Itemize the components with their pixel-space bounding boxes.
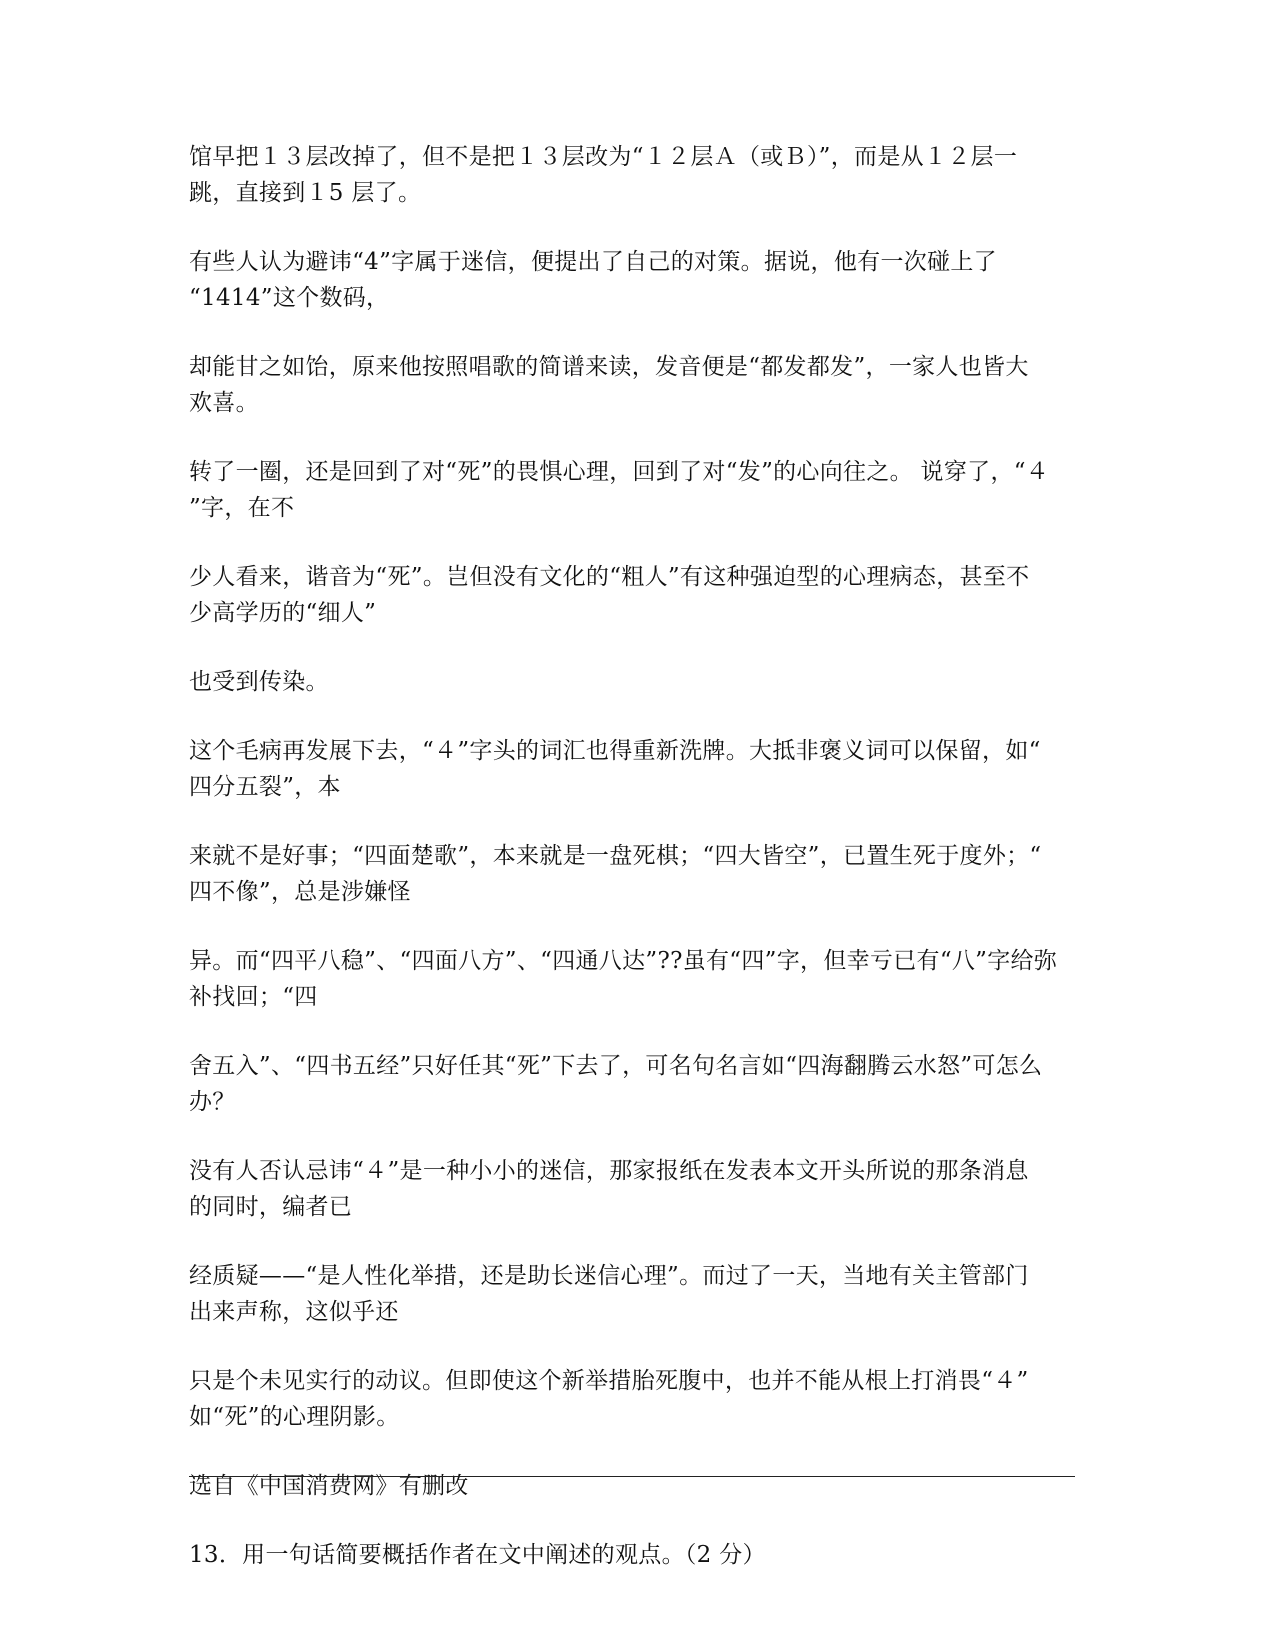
paragraph	[189, 943, 1089, 1015]
paragraph	[189, 1258, 1089, 1330]
paragraph	[189, 559, 1089, 631]
paragraph	[189, 1468, 1089, 1504]
paragraph-line: 办？	[189, 1089, 236, 1115]
paragraph-line: 异。而“四平八稳”、“四面八方”、“四通八达”??虽有“四”字，但幸亏已有“八”字给弥	[189, 948, 1058, 974]
paragraph	[189, 1537, 1089, 1573]
paragraph	[189, 139, 1089, 211]
paragraph	[189, 454, 1089, 526]
paragraph-line: 有些人认为避讳“4”字属于迷信，便提出了自己的对策。据说，他有一次碰上了	[189, 249, 997, 275]
paragraph-line: 却能甘之如饴，原来他按照唱歌的简谱来读，发音便是“都发都发”，一家人也皆大	[189, 354, 1029, 380]
paragraph-line: 少高学历的“细人”	[189, 600, 377, 626]
paragraph-line: 四不像”，总是涉嫌怪	[189, 879, 411, 905]
paragraph-line: 没有人否认忌讳“４”是一种小小的迷信，那家报纸在发表本文开头所说的那条消息	[189, 1158, 1029, 1184]
paragraph-line: 这个毛病再发展下去，“４”字头的词汇也得重新洗牌。大抵非褒义词可以保留，如“	[189, 738, 1041, 764]
paragraph	[189, 1363, 1089, 1435]
answer-blank-line	[189, 1476, 1075, 1477]
paragraph-line: 出来声称，这似乎还	[189, 1299, 399, 1325]
paragraph	[189, 664, 1089, 700]
paragraph-line: 补找回；“四	[189, 984, 318, 1010]
paragraph	[189, 1048, 1089, 1120]
paragraph-line: 也受到传染。	[189, 669, 329, 695]
paragraph-line: 馆早把１３层改掉了，但不是把１３层改为“１２层Ａ（或Ｂ）”，而是从１２层一	[189, 144, 1018, 170]
paragraph-line: 只是个未见实行的动议。但即使这个新举措胎死腹中，也并不能从根上打消畏“４”	[189, 1368, 1029, 1394]
paragraph-line: “1414”这个数码，	[189, 285, 390, 311]
paragraph-line: 少人看来，谐音为“死”。岂但没有文化的“粗人”有这种强迫型的心理病态，甚至不	[189, 564, 1030, 590]
paragraph-line: 如“死”的心理阴影。	[189, 1404, 400, 1430]
paragraph-line: 四分五裂”，本	[189, 774, 341, 800]
paragraph-line: 13．用一句话简要概括作者在文中阐述的观点。（2 分）	[189, 1542, 766, 1568]
paragraph-line: 选自《中国消费网》有删改	[189, 1473, 469, 1499]
paragraph-line: 来就不是好事；“四面楚歌”，本来就是一盘死棋；“四大皆空”，已置生死于度外；“	[189, 843, 1042, 869]
paragraph-line: 跳，直接到１5 层了。	[189, 180, 422, 206]
paragraph	[189, 244, 1089, 316]
paragraph	[189, 733, 1089, 805]
paragraph	[189, 838, 1089, 910]
paragraph	[189, 349, 1089, 421]
paragraph-line: 经质疑——“是人性化举措，还是助长迷信心理”。而过了一天，当地有关主管部门	[189, 1263, 1029, 1289]
paragraph	[189, 1153, 1089, 1225]
paragraph-line: 舍五入”、“四书五经”只好任其“死”下去了，可名句名言如“四海翻腾云水怒”可怎么	[189, 1053, 1043, 1079]
paragraph-line: 的同时，编者已	[189, 1194, 353, 1220]
paragraph-line: 转了一圈，还是回到了对“死”的畏惧心理，回到了对“发”的心向往之。 说穿了，“４	[189, 459, 1050, 485]
paragraph-line: 欢喜。	[189, 390, 259, 416]
document-body	[189, 139, 1089, 1606]
paragraph-line: ”字，在不	[189, 495, 295, 521]
